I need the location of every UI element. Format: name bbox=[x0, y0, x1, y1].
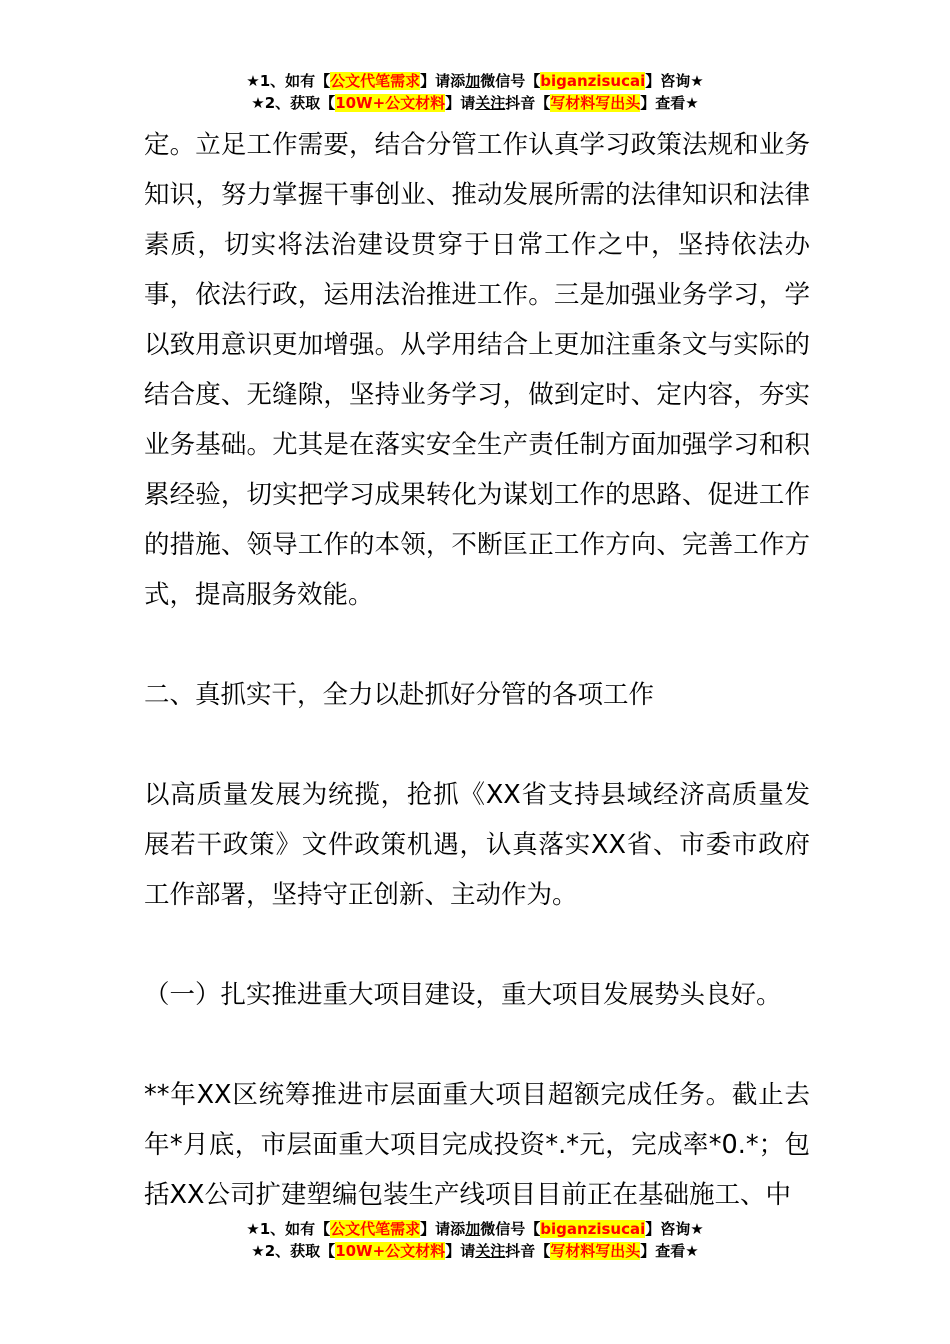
banner-line-2: ★2、获取【10W+公文材料】请关注抖音【写材料写出头】查看★ bbox=[251, 94, 699, 112]
banner-highlight: 公文代笔需求 bbox=[330, 72, 421, 90]
banner-highlight: 写材料写出头 bbox=[550, 94, 641, 112]
banner-line-1: ★1、如有【公文代笔需求】请添加微信号【biganzisucai】咨询★ bbox=[246, 1220, 704, 1238]
paragraph-overview: 以高质量发展为统揽，抢抓《XX省支持县域经济高质量发展若干政策》文件政策机遇，认真落实XX省、市委市政府工作部署，坚持守正创新、主动作为。 bbox=[144, 780, 810, 910]
banner-highlight: 10W+公文材料 bbox=[335, 94, 446, 112]
footer-banner bbox=[0, 1218, 950, 1262]
banner-highlight: biganzisucai bbox=[540, 1220, 646, 1238]
header-banner bbox=[0, 70, 950, 114]
banner-line-2: ★2、获取【10W+公文材料】请关注抖音【写材料写出头】查看★ bbox=[251, 1242, 699, 1260]
banner-highlight: 公文代笔需求 bbox=[330, 1220, 421, 1238]
document-body bbox=[144, 120, 810, 1220]
paragraph-study: 定。立足工作需要，结合分管工作认真学习政策法规和业务知识，努力掌握干事创业、推动发展所需的法律知识和法律素质，切实将法治建设贯穿于日常工作之中，坚持依法办事，依法行政，运用法治推进工作。三是加强业务学习，学以致用意识更加增强。从学用结合上更加注重条文与实际的结合度、无缝隙，坚持业务学习，做到定时、定内容，夯实业务基础。尤其是在落实安全生产责任制方面加强学习和积累经验，切实把学习成果转化为谋划工作的思路、促进工作的措施、领导工作的本领，不断匡正工作方向、完善工作方式，提高服务效能。 bbox=[144, 130, 810, 610]
section-heading-2: 二、真抓实干，全力以赴抓好分管的各项工作 bbox=[144, 680, 655, 710]
banner-highlight: biganzisucai bbox=[540, 72, 646, 90]
subsection-heading-1: （一）扎实推进重大项目建设，重大项目发展势头良好。 bbox=[144, 980, 782, 1010]
banner-highlight: 10W+公文材料 bbox=[335, 1242, 446, 1260]
banner-line-1: ★1、如有【公文代笔需求】请添加微信号【biganzisucai】咨询★ bbox=[246, 72, 704, 90]
banner-highlight: 写材料写出头 bbox=[550, 1242, 641, 1260]
paragraph-projects: **年XX区统筹推进市层面重大项目超额完成任务。截止去年*月底，市层面重大项目完成投资*.*元，完成率*0.*；包括XX公司扩建塑编包装生产线项目目前正在基础施工、中 bbox=[144, 1080, 810, 1210]
